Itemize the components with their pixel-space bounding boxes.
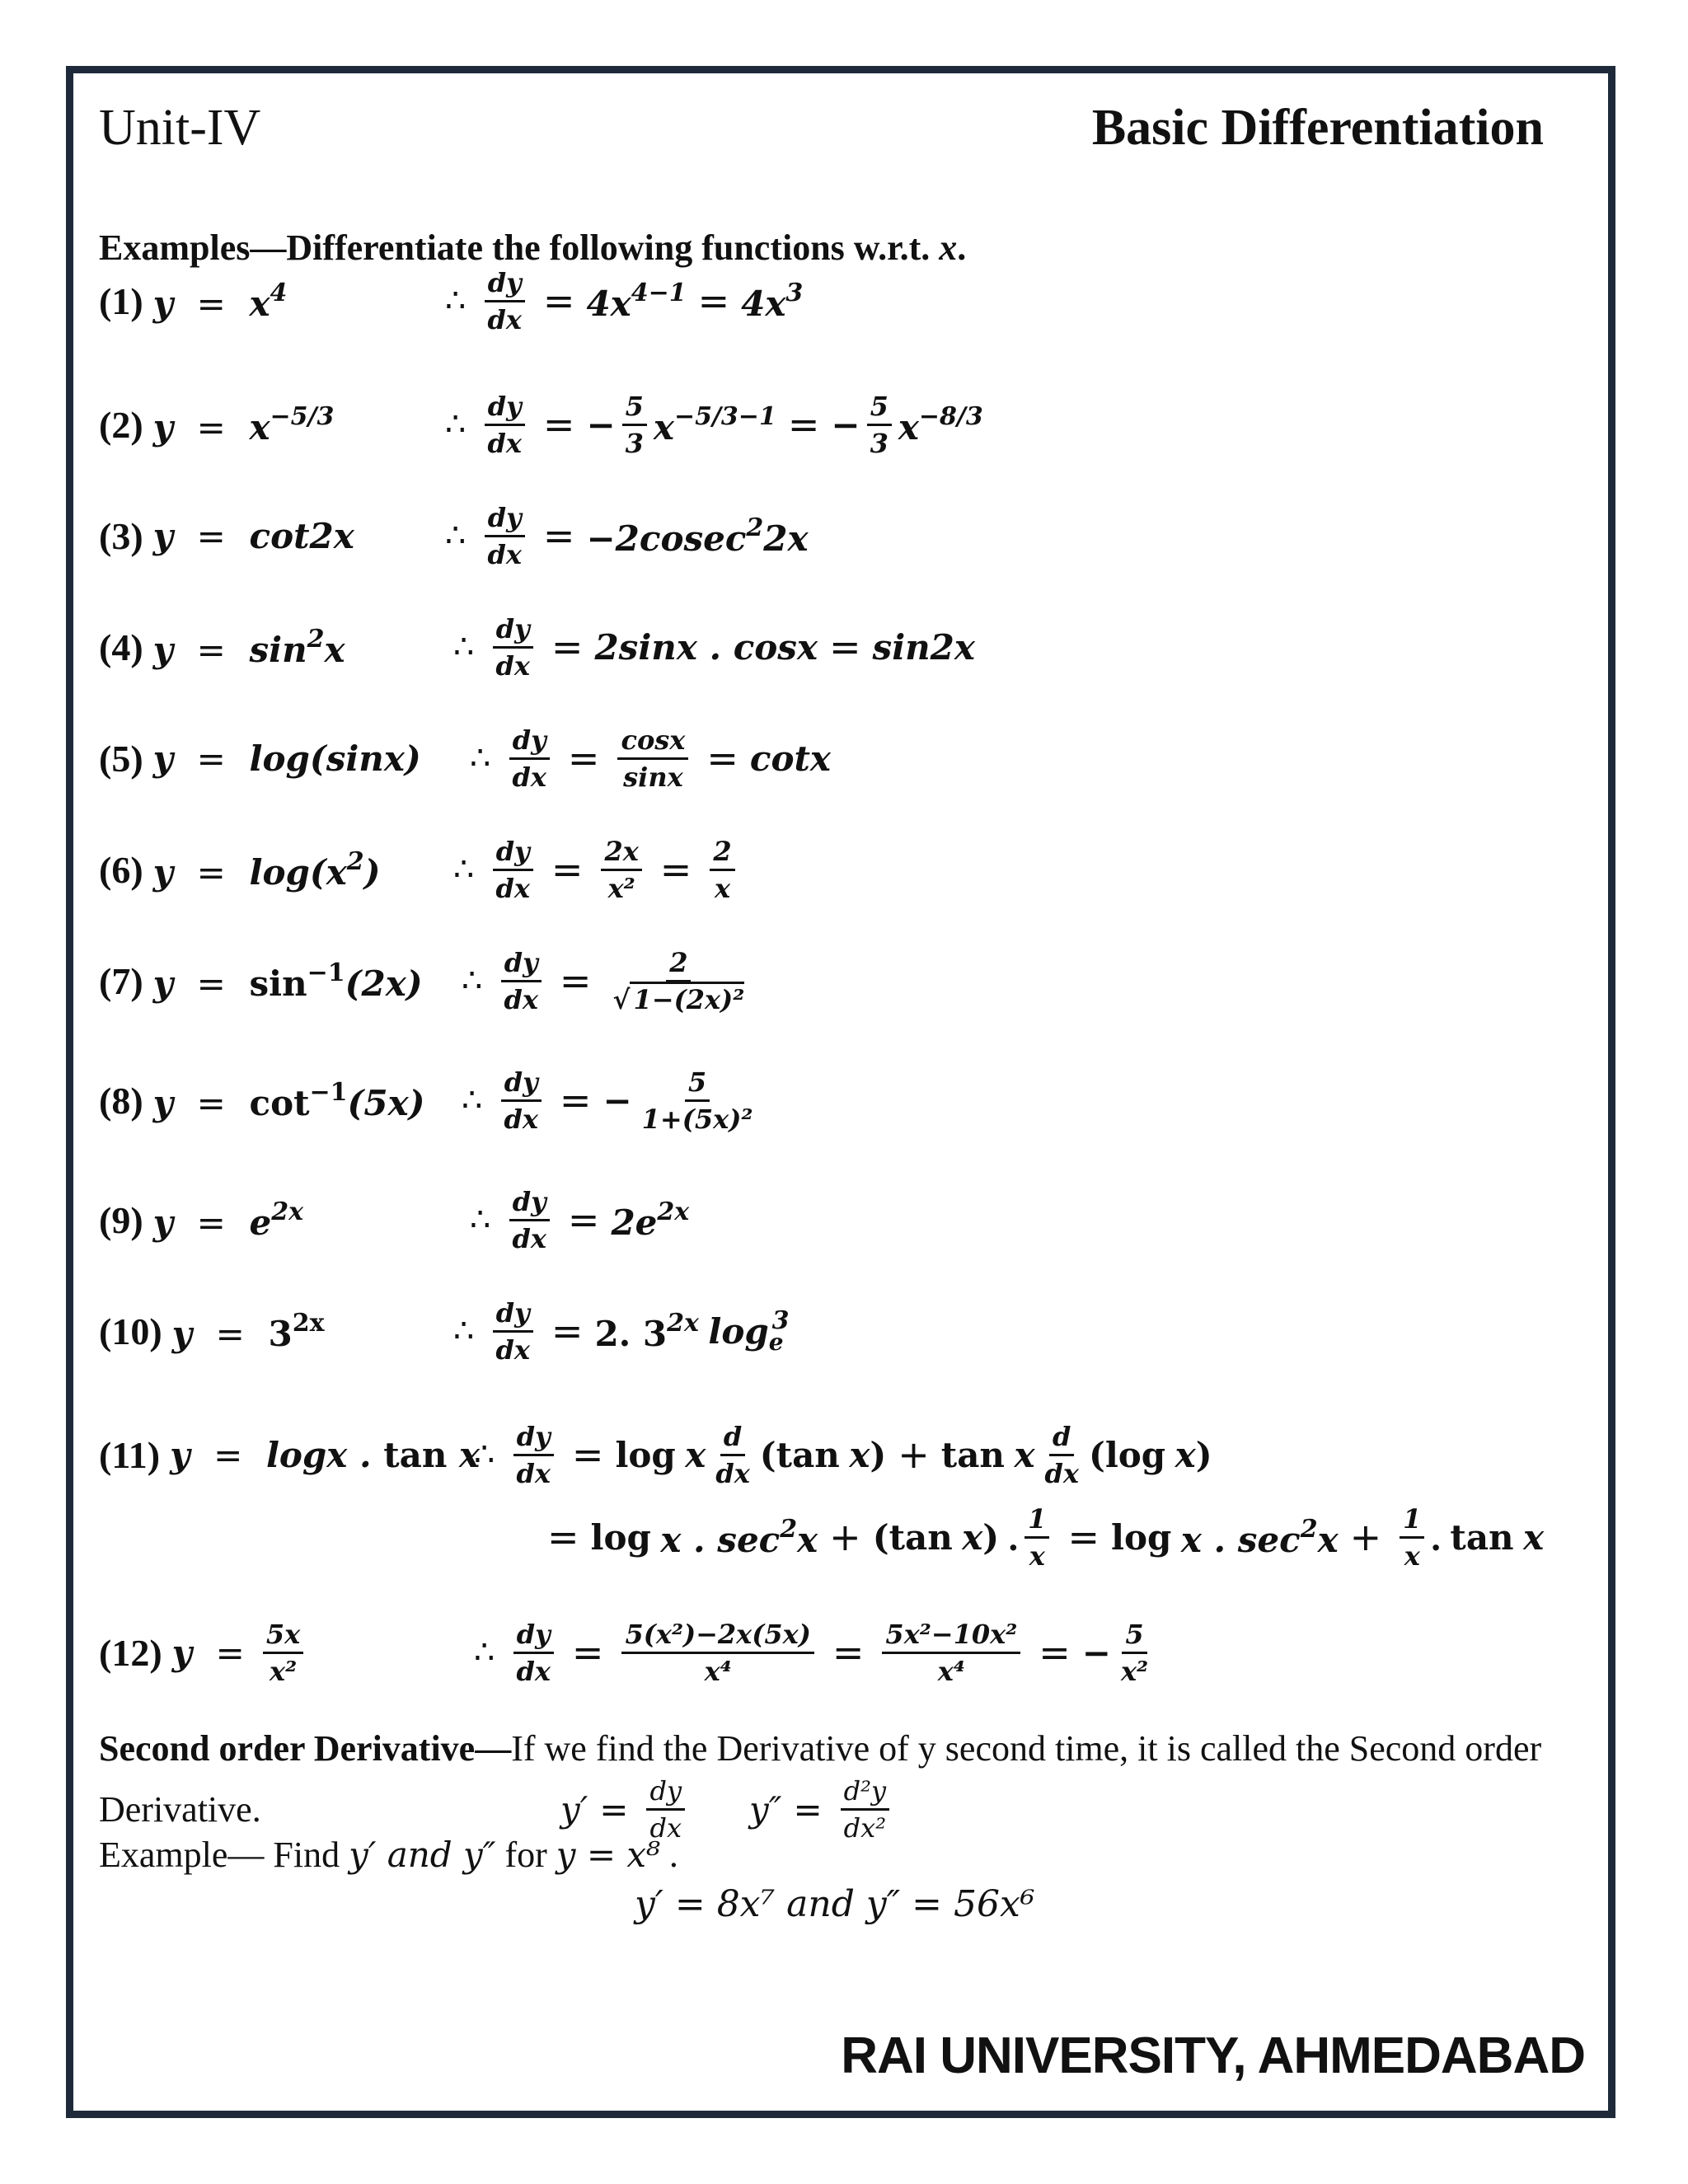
example-1-answer: ∴ $\frac{dy}{dx}$ = $4x^{4-1}$ = $4x^3$ bbox=[445, 266, 804, 335]
example-7-answer: ∴ $\frac{dy}{dx}$ = $\frac{2}{\text{√ 1−(2x)²}}$ bbox=[462, 946, 745, 1015]
unit-label: Unit-IV bbox=[99, 100, 261, 156]
examples-heading: Examples—Differentiate the following functions w.r.t. x. bbox=[99, 227, 967, 268]
example-12-answer: ∴ $\frac{dy}{dx}$ = $\frac{\text{5(x²)−2x(5x)}}{\text{x⁴}}$ = $\frac{\text{5x²−10x²}}{\text{x⁴}}$ = − $\frac{5}{\text{x²}}$ bbox=[474, 1618, 1149, 1687]
example-4-answer: ∴ $\frac{dy}{dx}$ = 2sinx . cosx = sin2x bbox=[453, 612, 975, 682]
example-2-answer: ∴ $\frac{dy}{dx}$ = − $\frac{5}{3}$ $x^{-5/3-1}$ = − $\frac{5}{3}$ $x^{-8/3}$ bbox=[445, 390, 983, 459]
page-title: Basic Differentiation bbox=[1091, 100, 1544, 156]
second-order-formulas: y′ = $\frac{dy}{dx}$ y″ = $\frac{\text{d²y}}{\text{dx²}}$ bbox=[560, 1764, 896, 1854]
example-6-answer: ∴ $\frac{dy}{dx}$ = $\frac{2x}{\text{x²}}$ = $\frac{2}{x}$ bbox=[453, 824, 742, 915]
university-footer: RAI UNIVERSITY, AHMEDABAD bbox=[841, 2027, 1585, 2084]
example-9-answer: ∴ $\frac{dy}{dx}$ = $2e^{2x}$ bbox=[470, 1185, 690, 1254]
second-order-answer: y′ = 8x⁷ and y″ = 56x⁶ bbox=[635, 1883, 1035, 1925]
example-8-answer: ∴ $\frac{dy}{dx}$ = − $\frac{5}{\text{1+(5x)²}}$ bbox=[462, 1066, 753, 1135]
example-5-answer: ∴ $\frac{dy}{dx}$ = $\frac{\cos x}{\sin x}$ = cotx bbox=[470, 724, 831, 793]
second-order-example: Example— Find y′ and y″ for y = x⁸ . bbox=[99, 1835, 678, 1875]
second-order-paragraph: Second order Derivative—If we find the Derivative of y second time, it is called the Second order Derivative. bbox=[99, 1728, 1542, 1830]
example-3-answer: ∴ $\frac{dy}{dx}$ = −2cosec$^2$2x bbox=[445, 501, 809, 570]
example-11-answer: ∴ $\frac{dy}{dx}$ = log x $\frac{d}{dx}$ (tan x ) + tan x $\frac{d}{dx}$ (log x ) bbox=[474, 1420, 1212, 1489]
example-10-answer: ∴ $\frac{dy}{dx}$ = 2. $3^{2x}$ $\log_e^3$ bbox=[453, 1296, 790, 1366]
